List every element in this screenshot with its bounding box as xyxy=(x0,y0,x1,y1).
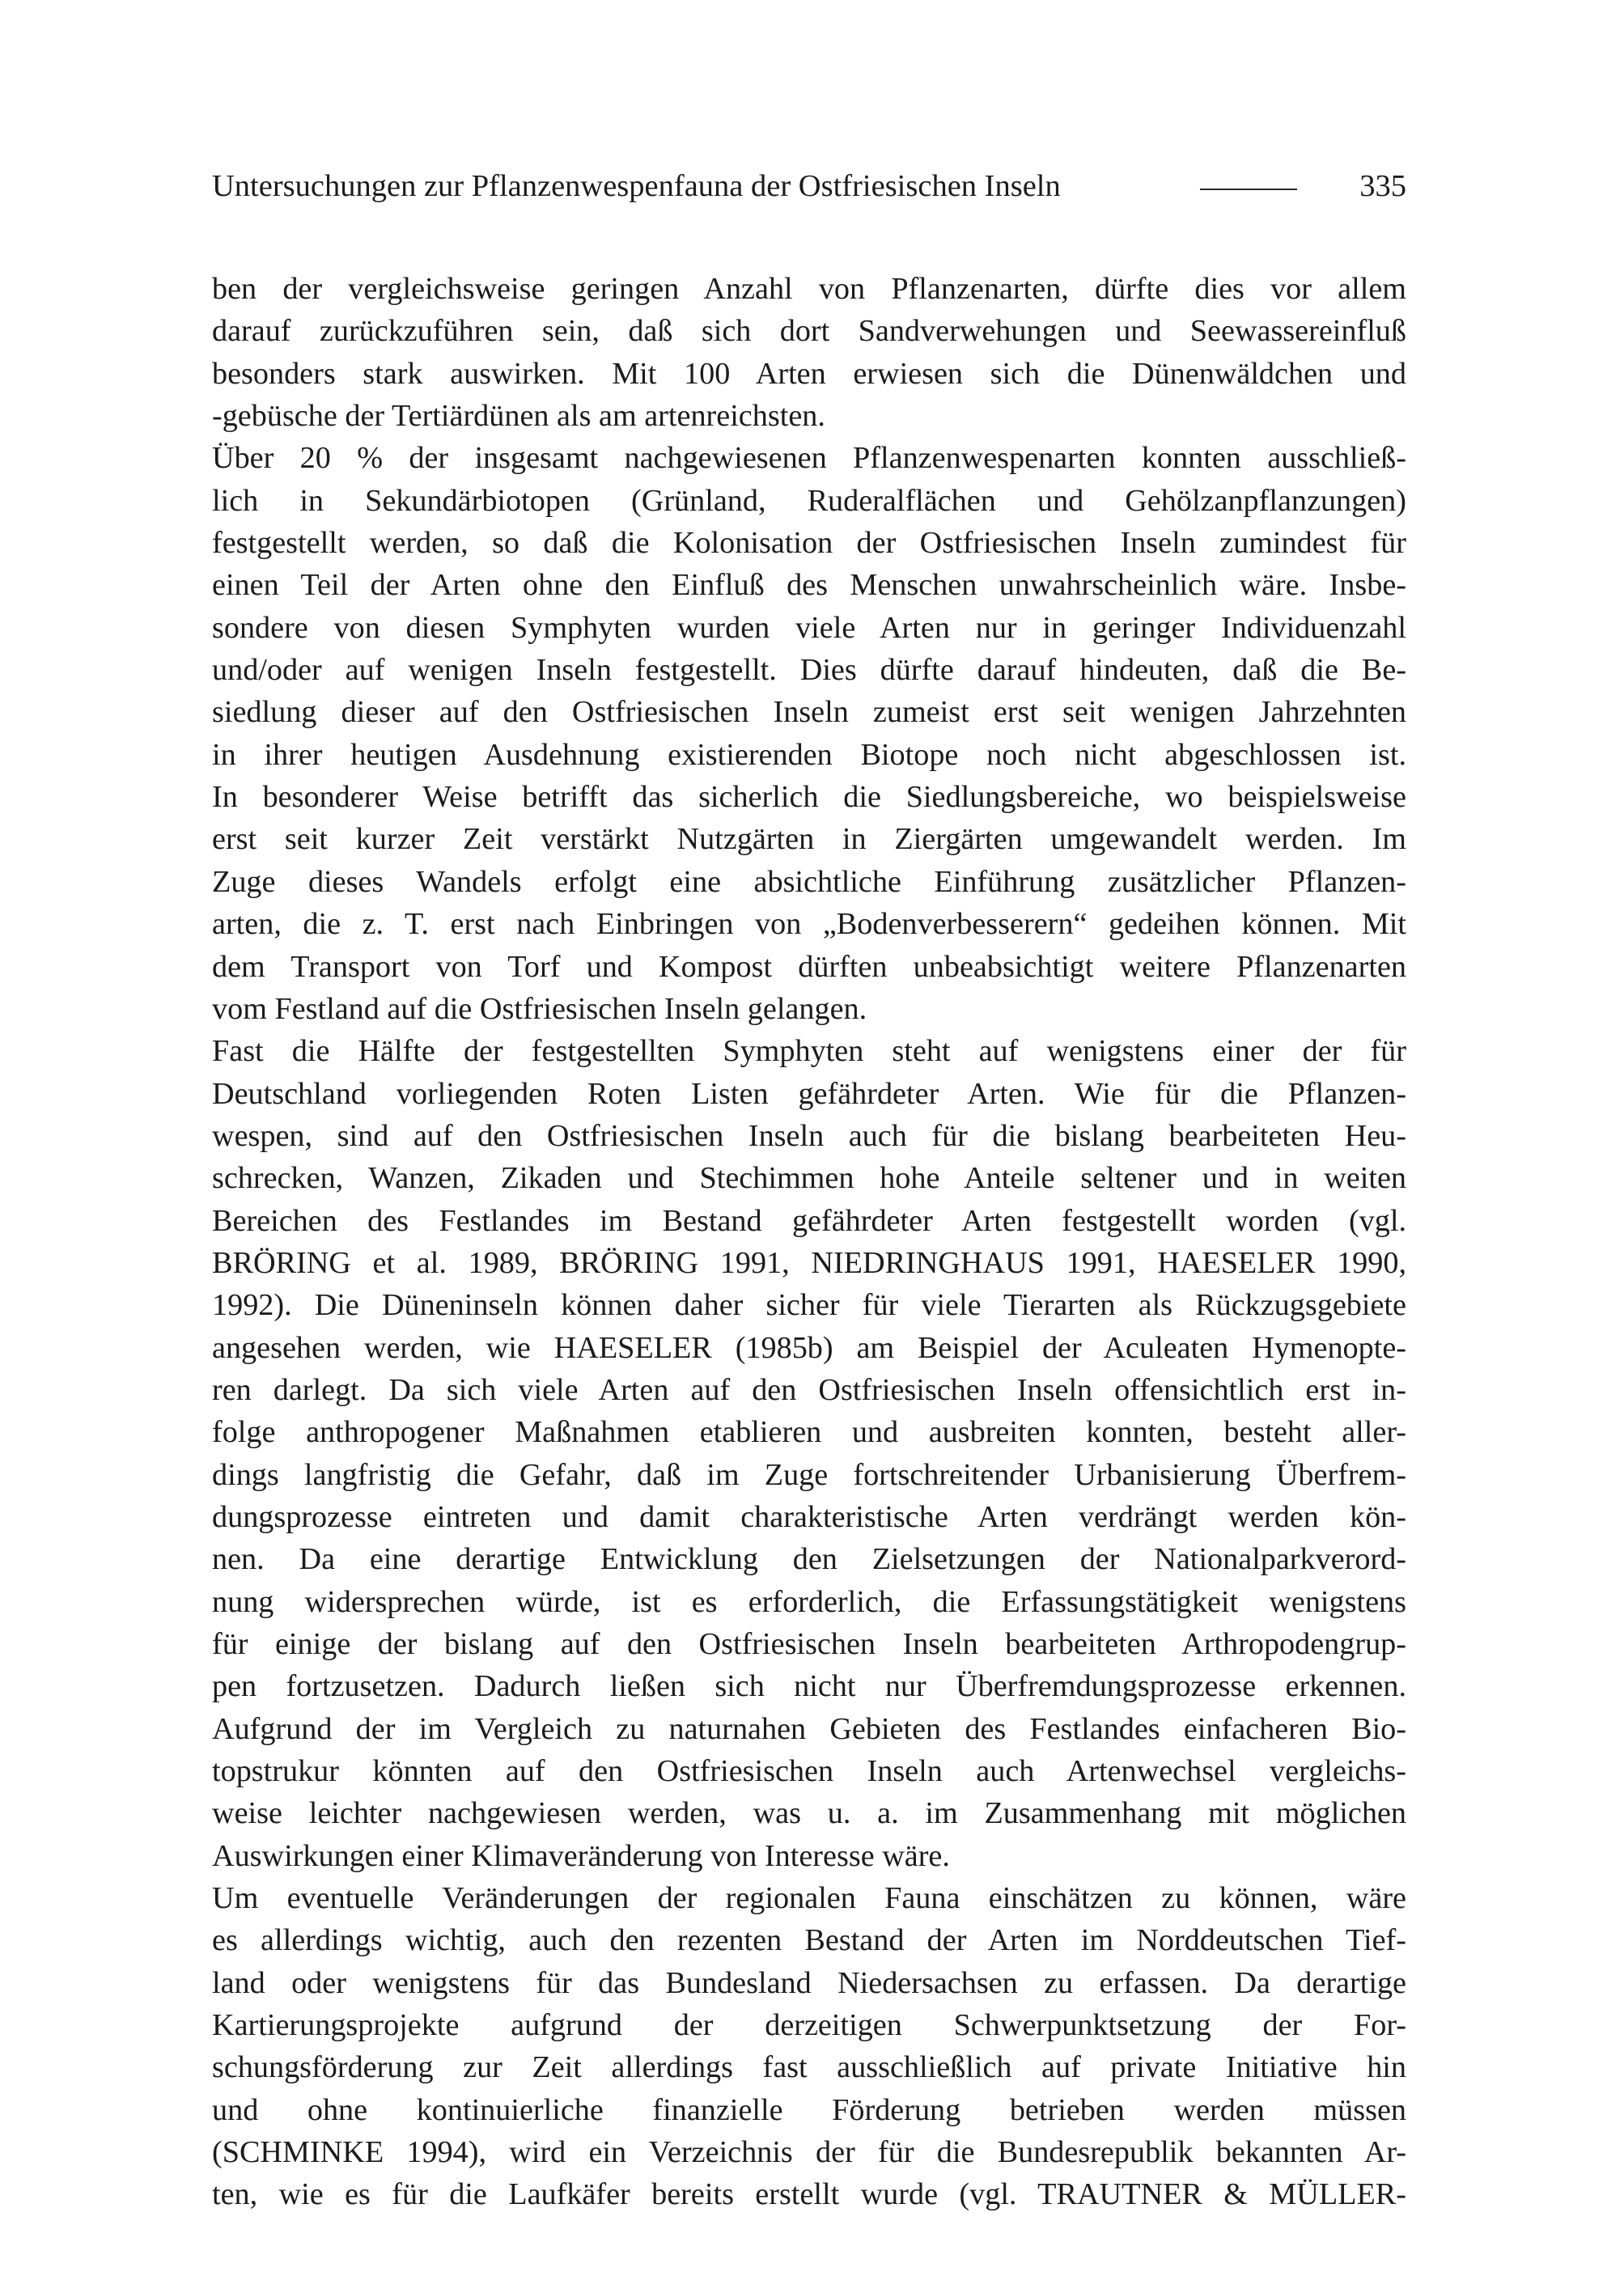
page-number: 335 xyxy=(1359,169,1406,203)
text-line: schungsförderung zur Zeit allerdings fast ausschließlich auf private Initiative hin xyxy=(212,2050,1406,2085)
text-line: Über 20 % der insgesamt nachgewiesenen Pflanzenwespenarten konnten ausschließ- xyxy=(212,441,1406,476)
text-line: (SCHMINKE 1994), wird ein Verzeichnis der für die Bundesrepublik bekannten Ar- xyxy=(212,2135,1406,2170)
text-line: dungsprozesse eintreten und damit charakteristische Arten verdrängt werden kön- xyxy=(212,1499,1406,1534)
text-line: besonders stark auswirken. Mit 100 Arten erwiesen sich die Dünenwäldchen und xyxy=(212,356,1406,391)
text-line: dings langfristig die Gefahr, daß im Zuge fortschreitender Urbanisierung Überfrem- xyxy=(212,1457,1406,1492)
paragraph-last-line: -gebüsche der Tertiärdünen als am artenreichsten. xyxy=(212,399,825,434)
text-line: in ihrer heutigen Ausdehnung existierenden Biotope noch nicht abgeschlossen ist. xyxy=(212,737,1406,772)
text-line: lich in Sekundärbiotopen (Grünland, Ruderalflächen und Gehölzanpflanzungen) xyxy=(212,483,1406,518)
text-line: 1992). Die Düneninseln können daher sicher für viele Tierarten als Rückzugsgebiete xyxy=(212,1288,1406,1323)
text-line: siedlung dieser auf den Ostfriesischen Inseln zumeist erst seit wenigen Jahrzehnten xyxy=(212,695,1406,730)
body-text xyxy=(212,268,1406,2216)
text-line: Um eventuelle Veränderungen der regionalen Fauna einschätzen zu können, wäre xyxy=(212,1881,1406,1916)
running-head-rule xyxy=(1200,189,1297,190)
text-line: Kartierungsprojekte aufgrund der derzeitigen Schwerpunktsetzung der For- xyxy=(212,2008,1406,2043)
text-line: angesehen werden, wie HAESELER (1985b) am Beispiel der Aculeaten Hymenopte- xyxy=(212,1330,1406,1365)
text-line: land oder wenigstens für das Bundesland Niedersachsen zu erfassen. Da derartige xyxy=(212,1965,1406,2000)
text-line: erst seit kurzer Zeit verstärkt Nutzgärten in Ziergärten umgewandelt werden. Im xyxy=(212,822,1406,857)
text-line: schrecken, Wanzen, Zikaden und Stechimmen hohe Anteile seltener und in weiten xyxy=(212,1161,1406,1196)
text-line: es allerdings wichtig, auch den rezenten Bestand der Arten im Norddeutschen Tief- xyxy=(212,1923,1406,1958)
text-line: und ohne kontinuierliche finanzielle Förderung betrieben werden müssen xyxy=(212,2092,1406,2127)
text-line: weise leichter nachgewiesen werden, was u. a. im Zusammenhang mit möglichen xyxy=(212,1796,1406,1831)
text-line: nen. Da eine derartige Entwicklung den Zielsetzungen der Nationalparkverord- xyxy=(212,1542,1406,1577)
text-line: arten, die z. T. erst nach Einbringen von „Bodenverbesserern“ gedeihen können. Mit xyxy=(212,907,1406,942)
text-line: pen fortzusetzen. Dadurch ließen sich nicht nur Überfremdungsprozesse erkennen. xyxy=(212,1669,1406,1704)
text-line: Bereichen des Festlandes im Bestand gefährdeter Arten festgestellt worden (vgl. xyxy=(212,1203,1406,1238)
text-line: Zuge dieses Wandels erfolgt eine absichtliche Einführung zusätzlicher Pflanzen- xyxy=(212,864,1406,899)
text-line: sondere von diesen Symphyten wurden viele Arten nur in geringer Individuenzahl xyxy=(212,610,1406,645)
text-line: Fast die Hälfte der festgestellten Symphyten steht auf wenigstens einer der für xyxy=(212,1034,1406,1069)
text-line: ben der vergleichsweise geringen Anzahl von Pflanzenarten, dürfte dies vor allem xyxy=(212,272,1406,306)
running-head xyxy=(212,165,1406,207)
paragraph-last-line: Auswirkungen einer Klimaveränderung von Interesse wäre. xyxy=(212,1838,950,1873)
text-line: Aufgrund der im Vergleich zu naturnahen Gebieten des Festlandes einfacheren Bio- xyxy=(212,1711,1406,1746)
running-head-title: Untersuchungen zur Pflanzenwespenfauna der Ostfriesischen Inseln xyxy=(212,169,1061,203)
text-line: BRÖRING et al. 1989, BRÖRING 1991, NIEDRINGHAUS 1991, HAESELER 1990, xyxy=(212,1245,1406,1280)
text-line: darauf zurückzuführen sein, daß sich dort Sandverwehungen und Seewassereinfluß xyxy=(212,314,1406,349)
text-line: festgestellt werden, so daß die Kolonisation der Ostfriesischen Inseln zumindest für xyxy=(212,526,1406,561)
text-line: und/oder auf wenigen Inseln festgestellt. Dies dürfte darauf hindeuten, daß die Be- xyxy=(212,653,1406,688)
text-line: In besonderer Weise betrifft das sicherlich die Siedlungsbereiche, wo beispielsweise xyxy=(212,780,1406,815)
document-page xyxy=(212,0,1406,2293)
text-line: ren darlegt. Da sich viele Arten auf den Ostfriesischen Inseln offensichtlich erst in- xyxy=(212,1372,1406,1407)
text-line: für einige der bislang auf den Ostfriesischen Inseln bearbeiteten Arthropodengrup- xyxy=(212,1627,1406,1661)
text-line: einen Teil der Arten ohne den Einfluß des Menschen unwahrscheinlich wäre. Insbe- xyxy=(212,568,1406,603)
text-line: ten, wie es für die Laufkäfer bereits erstellt wurde (vgl. TRAUTNER & MÜLLER- xyxy=(212,2177,1406,2212)
text-line: topstrukur könnten auf den Ostfriesischen Inseln auch Artenwechsel vergleichs- xyxy=(212,1754,1406,1789)
text-line: folge anthropogener Maßnahmen etablieren und ausbreiten konnten, besteht aller- xyxy=(212,1415,1406,1450)
text-line: wespen, sind auf den Ostfriesischen Inseln auch für die bislang bearbeiteten Heu- xyxy=(212,1118,1406,1153)
text-line: dem Transport von Torf und Kompost dürften unbeabsichtigt weitere Pflanzenarten xyxy=(212,949,1406,984)
text-line: nung widersprechen würde, ist es erforderlich, die Erfassungstätigkeit wenigstens xyxy=(212,1584,1406,1619)
paragraph-last-line: vom Festland auf die Ostfriesischen Inseln gelangen. xyxy=(212,991,867,1026)
text-line: Deutschland vorliegenden Roten Listen gefährdeter Arten. Wie für die Pflanzen- xyxy=(212,1076,1406,1111)
